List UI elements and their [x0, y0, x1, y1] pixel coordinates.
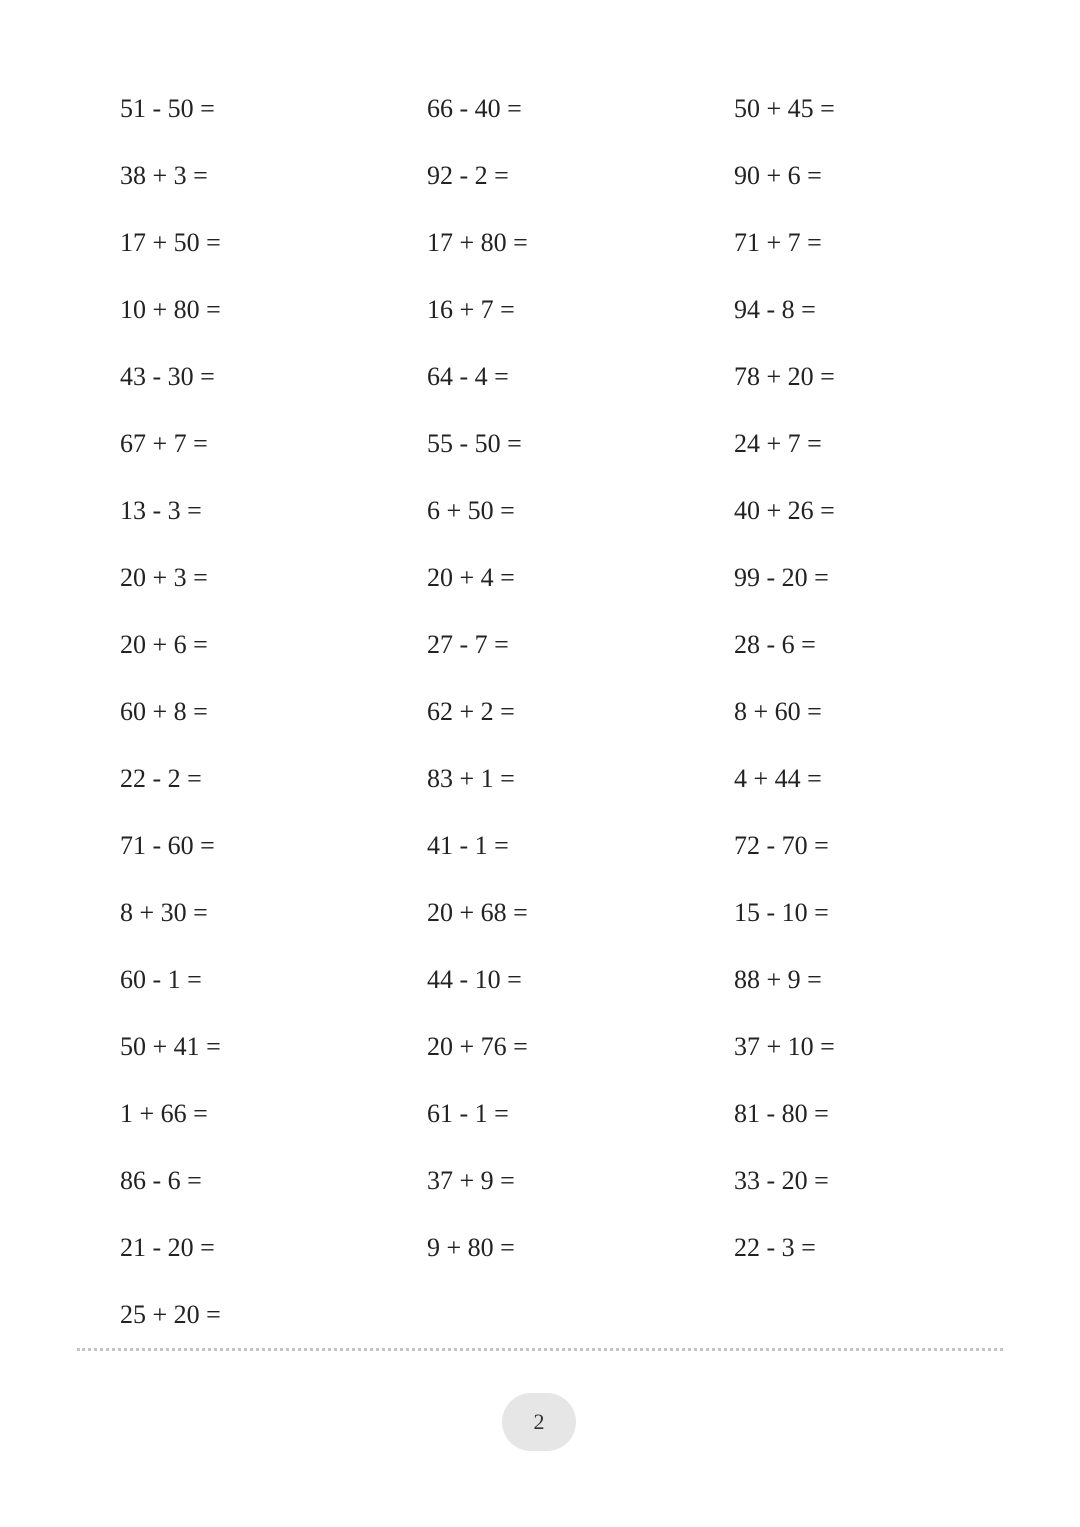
math-problem: 1 + 66 = [120, 1099, 208, 1128]
math-problem: 60 - 1 = [120, 965, 202, 994]
problem-grid [120, 75, 1020, 1348]
math-problem: 37 + 9 = [427, 1166, 515, 1195]
math-problem: 83 + 1 = [427, 764, 515, 793]
math-problem: 55 - 50 = [427, 429, 522, 458]
math-problem: 8 + 60 = [734, 697, 822, 726]
math-problem: 20 + 6 = [120, 630, 208, 659]
math-problem: 64 - 4 = [427, 362, 509, 391]
math-problem: 20 + 4 = [427, 563, 515, 592]
math-problem: 13 - 3 = [120, 496, 202, 525]
math-problem: 40 + 26 = [734, 496, 835, 525]
math-problem: 20 + 68 = [427, 898, 528, 927]
math-problem: 33 - 20 = [734, 1166, 829, 1195]
math-problem: 50 + 41 = [120, 1032, 221, 1061]
math-problem: 22 - 2 = [120, 764, 202, 793]
math-problem: 60 + 8 = [120, 697, 208, 726]
math-problem: 81 - 80 = [734, 1099, 829, 1128]
math-problem: 50 + 45 = [734, 94, 835, 123]
math-problem: 4 + 44 = [734, 764, 822, 793]
math-problem: 16 + 7 = [427, 295, 515, 324]
math-problem: 67 + 7 = [120, 429, 208, 458]
math-problem: 44 - 10 = [427, 965, 522, 994]
math-problem: 62 + 2 = [427, 697, 515, 726]
math-problem: 71 - 60 = [120, 831, 215, 860]
page-number-badge [502, 1393, 576, 1451]
math-problem: 17 + 50 = [120, 228, 221, 257]
math-problem: 86 - 6 = [120, 1166, 202, 1195]
dotted-divider [77, 1348, 1003, 1351]
math-problem: 41 - 1 = [427, 831, 509, 860]
math-problem: 6 + 50 = [427, 496, 515, 525]
math-problem: 27 - 7 = [427, 630, 509, 659]
math-problem: 99 - 20 = [734, 563, 829, 592]
math-problem: 38 + 3 = [120, 161, 208, 190]
math-problem: 20 + 76 = [427, 1032, 528, 1061]
math-problem: 37 + 10 = [734, 1032, 835, 1061]
math-problem: 20 + 3 = [120, 563, 208, 592]
math-problem: 8 + 30 = [120, 898, 208, 927]
math-problem: 43 - 30 = [120, 362, 215, 391]
math-problem: 21 - 20 = [120, 1233, 215, 1262]
math-problem: 25 + 20 = [120, 1300, 221, 1329]
math-problem: 92 - 2 = [427, 161, 509, 190]
math-problem: 71 + 7 = [734, 228, 822, 257]
math-problem: 90 + 6 = [734, 161, 822, 190]
math-problem: 66 - 40 = [427, 94, 522, 123]
math-problem: 28 - 6 = [734, 630, 816, 659]
math-problem: 22 - 3 = [734, 1233, 816, 1262]
math-problem: 17 + 80 = [427, 228, 528, 257]
math-problem: 51 - 50 = [120, 94, 215, 123]
math-problem: 15 - 10 = [734, 898, 829, 927]
math-problem: 88 + 9 = [734, 965, 822, 994]
page-number: 2 [533, 1409, 545, 1434]
math-problem: 72 - 70 = [734, 831, 829, 860]
math-problem: 78 + 20 = [734, 362, 835, 391]
math-problem: 10 + 80 = [120, 295, 221, 324]
math-problem: 94 - 8 = [734, 295, 816, 324]
math-problem: 61 - 1 = [427, 1099, 509, 1128]
math-problem: 9 + 80 = [427, 1233, 515, 1262]
math-problem: 24 + 7 = [734, 429, 822, 458]
